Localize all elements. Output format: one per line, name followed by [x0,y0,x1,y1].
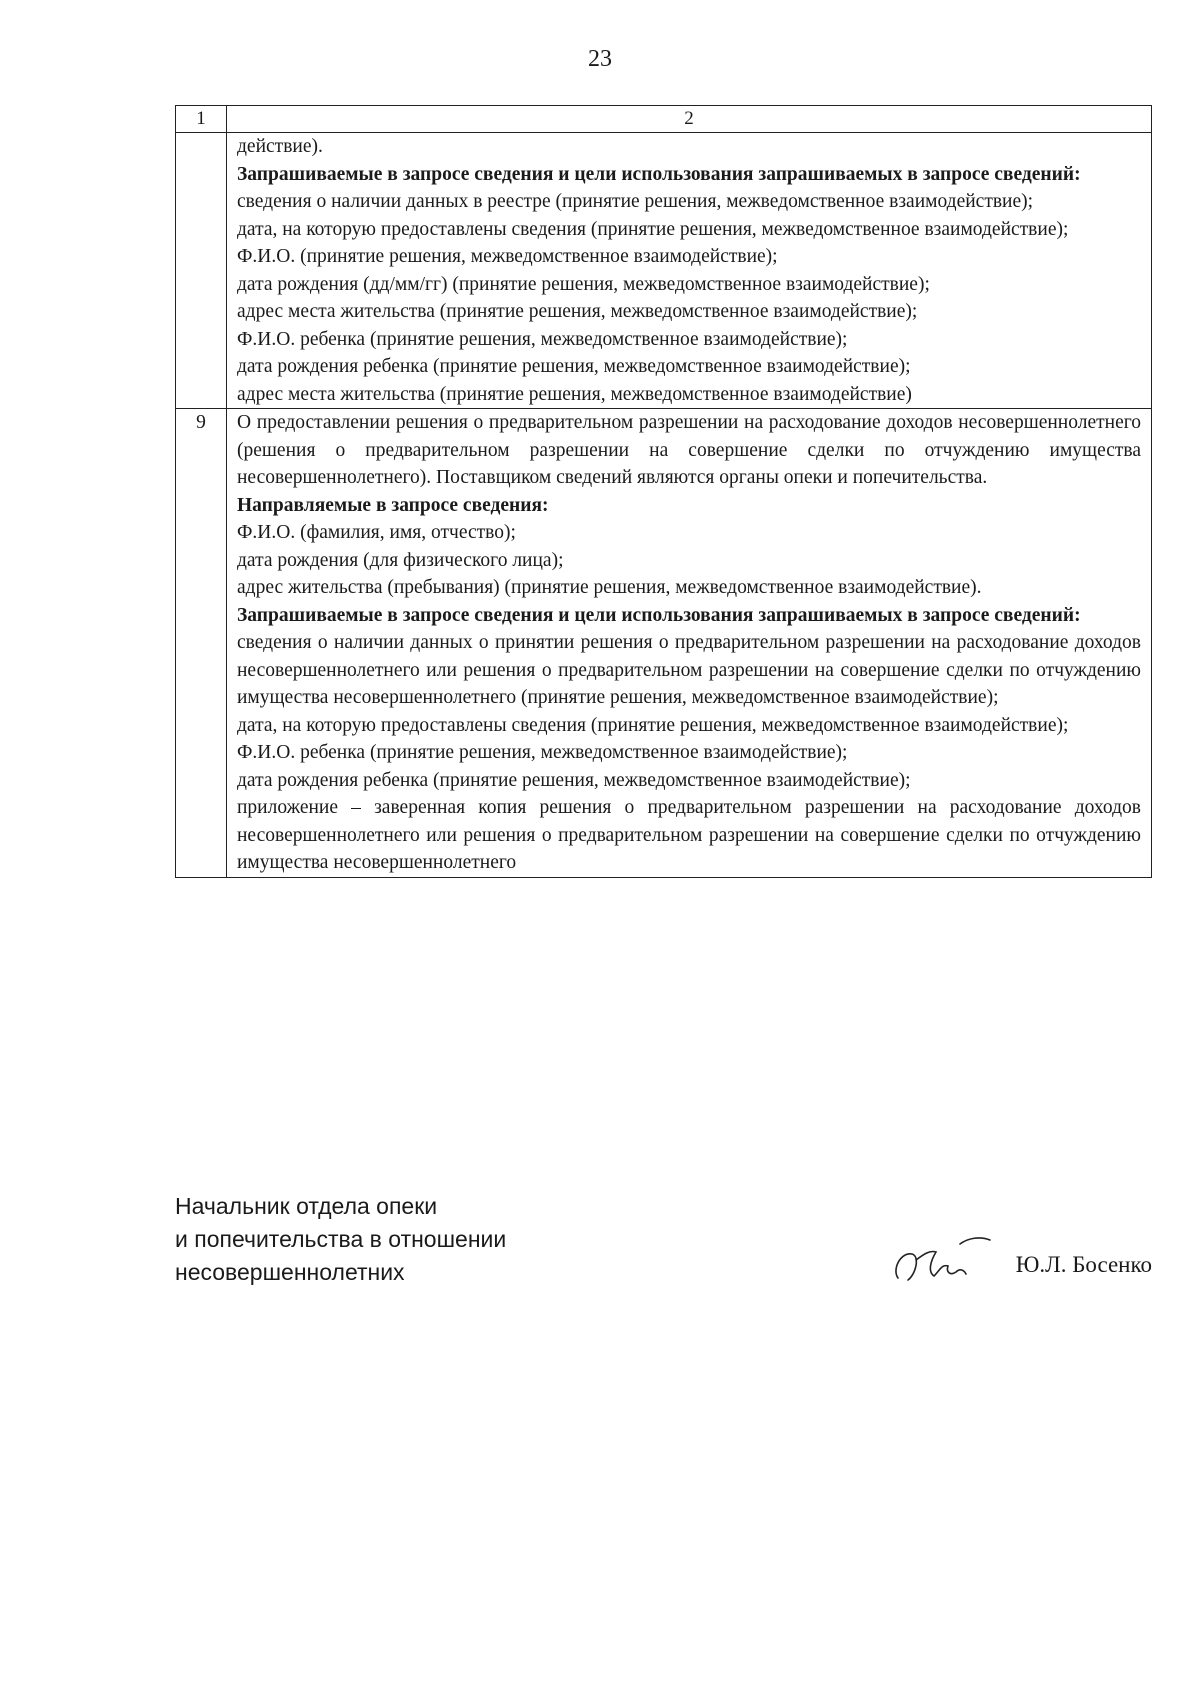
signatory-position [175,1190,506,1289]
position-line: Начальник отдела опеки [175,1193,438,1219]
row-line: дата рождения ребенка (принятие решения, межведомственное взаимодействие); [237,356,911,377]
row-line-heading: Направляемые в запросе сведения: [237,494,549,516]
row-line: дата, на которую предоставлены сведения (принятие решения, межведомственное взаимодействие); [237,218,1069,240]
row-line: Ф.И.О. ребенка (принятие решения, межведомственное взаимодействие); [237,328,848,350]
row-line: адрес жительства (пребывания) (принятие решения, межведомственное взаимодействие). [237,577,982,598]
row-line: дата рождения (для физического лица); [237,549,564,571]
data-table [175,105,1152,878]
signer-name: Ю.Л. Босенко [1015,1252,1152,1277]
row-line: действие). [237,136,323,157]
position-line: и попечительства в отношении [175,1226,507,1252]
row-line: Ф.И.О. (принятие решения, межведомственное взаимодействие); [237,246,778,267]
row-number [176,133,227,409]
row-line: адрес места жительства (принятие решения, межведомственное взаимодействие); [237,301,918,322]
row-line-heading: Запрашиваемые в запросе сведения и цели использования запрашиваемых в запросе сведений: [237,604,1081,626]
row-line: Ф.И.О. (фамилия, имя, отчество); [237,522,516,543]
row-line: дата рождения ребенка (принятие решения, межведомственное взаимодействие); [237,769,911,791]
row-line: адрес места жительства (принятие решения, межведомственное взаимодействие) [237,383,912,405]
row-line: дата рождения (дд/мм/гг) (принятие решения, межведомственное взаимодействие); [237,273,930,295]
row-content [227,133,1152,409]
row-line: приложение – заверенная копия решения о предварительном разрешении на расходование доходов несовершеннолетнего или решения о предварительном разрешении на совершение сделки по отчуждению имущества несовершеннолетнего [237,797,1141,873]
row-line: сведения о наличии данных о принятии решения о предварительном разрешении на расходование доходов несовершеннолетнего или решения о предварительном разрешении на совершение сделки по отчуждению имущества несовершеннолетнего (принятие решения, межведомственное взаимодействие); [237,632,1141,708]
row-line: Ф.И.О. ребенка (принятие решения, межведомственное взаимодействие); [237,742,848,763]
table-header-row [176,106,1152,133]
table-row [176,133,1152,409]
row-line: О предоставлении решения о предварительном разрешении на расходование доходов несовершеннолетнего (решения о предварительном разрешении на совершение сделки по отчуждению имущества несовершеннолетнего). Поставщиком сведений являются органы опеки и попечительства. [237,412,1141,488]
row-line-heading: Запрашиваемые в запросе сведения и цели использования запрашиваемых в запросе сведений: [237,163,1081,185]
handwritten-signature [890,1230,1000,1290]
position-line: несовершеннолетних [175,1259,405,1285]
row-number: 9 [176,409,227,878]
row-line: дата, на которую предоставлены сведения (принятие решения, межведомственное взаимодействие); [237,714,1069,736]
table-row [176,409,1152,878]
row-content [227,409,1152,878]
header-col-2: 2 [227,106,1152,133]
header-col-1: 1 [176,106,227,133]
page-number: 23 [588,46,612,72]
row-line: сведения о наличии данных в реестре (принятие решения, межведомственное взаимодействие); [237,191,1034,212]
